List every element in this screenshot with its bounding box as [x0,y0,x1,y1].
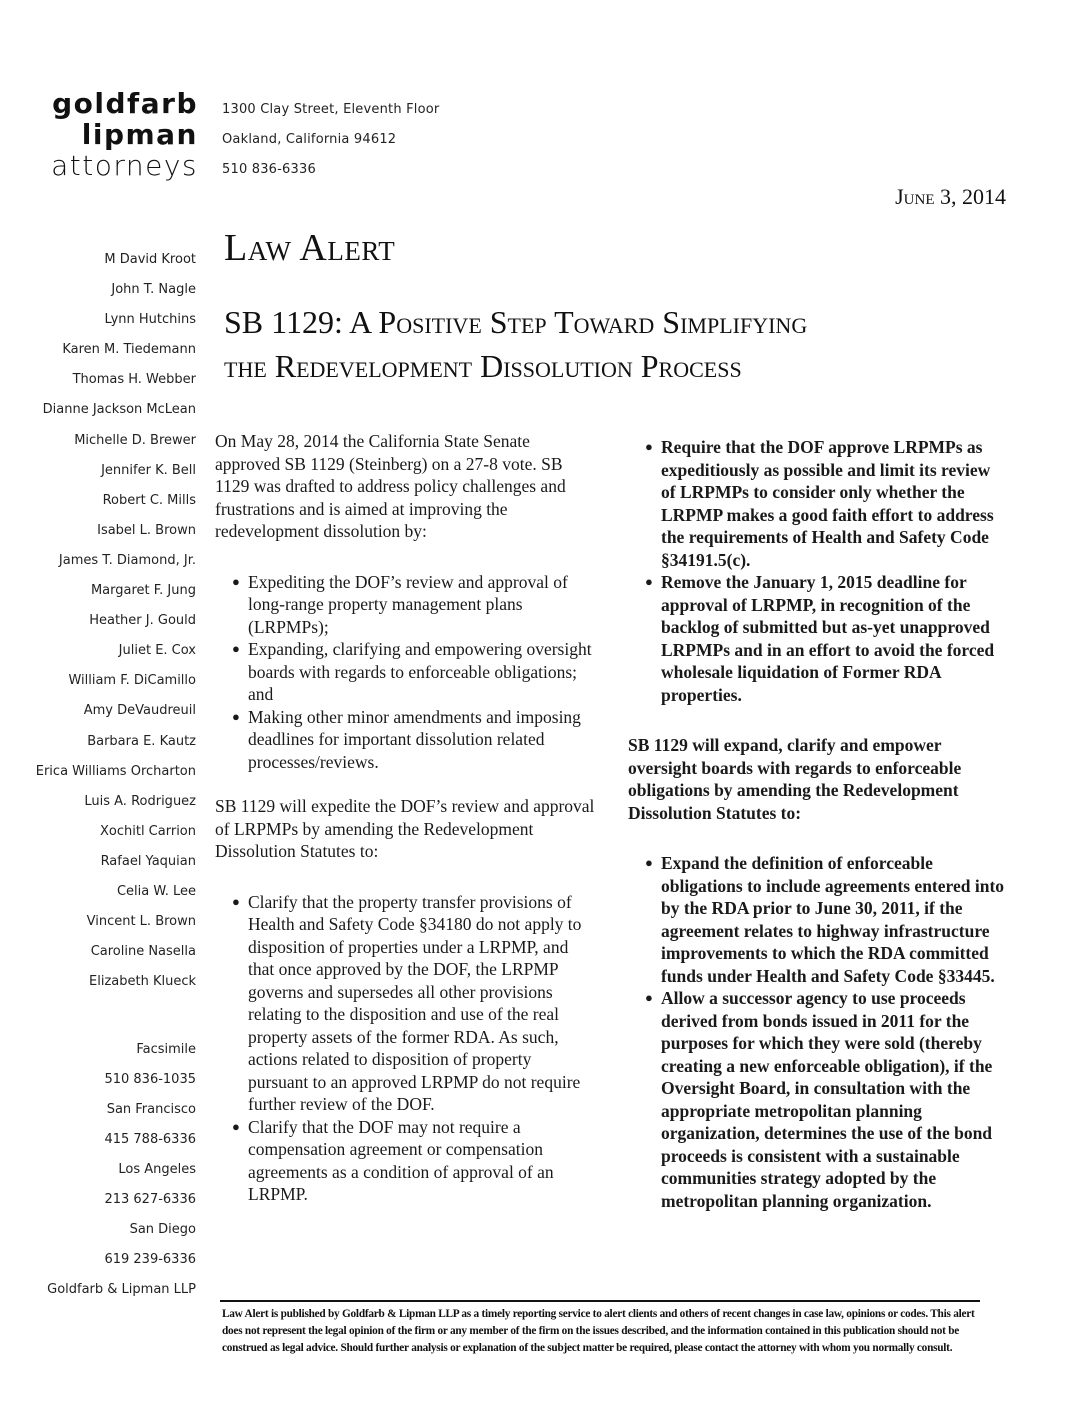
attorney-name: William F. DiCamillo [68,673,196,689]
attorney-name: Heather J. Gould [89,613,196,629]
attorney-name: Vincent L. Brown [86,914,196,930]
list-item: ● Expand the definition of enforceable obligations to include agreements entered into by the RDA prior to June 30, 2011, if the agreement relates to highway infrastructure improvements to which the RDA committed funds under Health and Safety Code §33445. [645,853,1005,986]
section1-intro: SB 1129 will expedite the DOF’s review and approval of LRPMPs by amending the Redevelopment Dissolution Statutes to: [215,796,595,861]
office-contacts [0,1035,196,1305]
logo-line-lipman: lipman [81,118,198,151]
attorney-name: Thomas H. Webber [72,372,196,388]
bullet-icon: ● [232,1118,240,1134]
list-item: ● Expanding, clarifying and empowering oversight boards with regards to enforceable obligations; and [232,639,592,704]
section2-bullet-list [628,852,1008,1212]
firm-name: Goldfarb & Lipman LLP [47,1282,196,1297]
list-item: ● Allow a successor agency to use proceeds derived from bonds issued in 2011 for the purposes for which they were sold (thereby creating a new enforceable obligation), if the Oversight Board, in consultation with the appropriate metropolitan planning organization, determines the use of the bond proceeds is consistent with a sustainable communities strategy adopted by the metropolitan planning organization. [645,988,993,1211]
attorney-sidebar [0,245,196,1297]
page-title [224,300,1024,388]
bullet-icon: ● [645,574,653,589]
attorney-name: James T. Diamond, Jr. [58,552,196,568]
attorney-name: Erica Williams Orcharton [35,763,196,779]
logo-line-goldfarb: goldfarb [52,87,198,120]
footer-divider [220,1300,980,1302]
attorney-name: Juliet E. Cox [118,643,196,659]
section1-bullet-list [215,891,595,1206]
logo-line-attorneys: attorneys [51,149,198,182]
address-phone: 510 836-6336 [222,162,316,177]
bullet-icon: ● [232,573,240,589]
bullet-icon: ● [232,893,240,909]
attorney-name: Margaret F. Jung [90,583,196,599]
firm-address [222,95,439,185]
attorney-name: Robert C. Mills [102,492,196,508]
fax-label: Facsimile [136,1042,196,1057]
list-item: ● Expediting the DOF’s review and approval of long-range property management plans (LRPMPs); [232,571,568,637]
headline-line-1: SB 1129: A Positive Step Toward Simplifying [224,304,808,340]
list-item: ● Remove the January 1, 2015 deadline for approval of LRPMP, in recognition of the backlog of submitted but as-yet unapproved LRPMPs and in an effort to avoid the forced wholesale liquidation of Former RDA properties. [645,572,995,705]
body-column-right [628,436,1008,1212]
office-sf-phone: 415 788-6336 [104,1132,196,1147]
section1-bullet-list-continued [628,436,1008,706]
attorney-name: Michelle D. Brewer [74,432,196,448]
bullet-icon: ● [232,708,240,724]
publication-date: June 3, 2014 [895,184,1006,209]
attorney-name: Jennifer K. Bell [101,462,196,478]
office-la-label: Los Angeles [118,1162,196,1177]
list-item: ● Making other minor amendments and imposing deadlines for important dissolution related processes/reviews. [232,706,581,772]
document-label: Law Alert [224,227,396,269]
body-column-left [215,430,595,1206]
intro-bullet-list [215,571,595,774]
office-sd-label: San Diego [129,1222,196,1237]
attorney-name: Amy DeVaudreuil [83,703,196,719]
address-street: 1300 Clay Street, Eleventh Floor [222,102,440,117]
attorney-name: Isabel L. Brown [97,522,196,538]
attorney-name: Lynn Hutchins [104,312,196,328]
footer-disclaimer: Law Alert is published by Goldfarb & Lipman LLP as a timely reporting service to alert clients and others of recent changes in case law, opinions or codes. This alert does not represent the legal opinion of the firm or any member of the firm on the issues described, and the information contained in this publication should not be construed as legal advice. Should further analysis or explanation of the subject matter be required, please contact the attorney with whom you normally consult. [222,1308,975,1354]
attorney-name: Barbara E. Kautz [87,733,196,749]
attorney-name: Rafael Yaquian [100,853,196,869]
attorney-name: John T. Nagle [111,282,196,298]
firm-logo [30,88,198,181]
section2-intro: SB 1129 will expand, clarify and empower oversight boards with regards to enforceable obligations by amending the Redevelopment Dissolution Statutes to: [628,735,962,823]
attorney-name: M David Kroot [104,252,196,267]
attorney-name: Dianne Jackson McLean [42,402,196,418]
list-item: ● Require that the DOF approve LRPMPs as expeditiously as possible and limit its review of LRPMPs to consider only whether the LRPMP makes a good faith effort to address the requirements of Health and Safety Code §34191.5(c). [645,437,994,570]
office-la-phone: 213 627-6336 [104,1192,196,1207]
attorney-name: Elizabeth Klueck [89,974,196,990]
attorney-name: Luis A. Rodriguez [84,793,196,809]
bullet-icon: ● [645,990,653,1005]
attorney-name: Karen M. Tiedemann [62,342,196,358]
office-sf-label: San Francisco [106,1102,196,1117]
bullet-icon: ● [232,641,240,656]
list-item: ● Clarify that the property transfer provisions of Health and Safety Code §34180 do not apply to disposition of properties under a LRPMP, and that once approved by the DOF, the LRPMP governs and supersedes all other provisions relating to the disposition and use of the real property assets of the former RDA. As such, actions related to disposition of property pursuant to an approved LRPMP do not require further review of the DOF. [232,891,582,1114]
office-sd-phone: 619 239-6336 [104,1252,196,1267]
fax-number: 510 836-1035 [104,1072,196,1087]
attorney-name: Caroline Nasella [90,944,196,960]
address-city: Oakland, California 94612 [222,132,397,147]
headline-line-2: the Redevelopment Dissolution Process [224,348,742,384]
intro-paragraph: On May 28, 2014 the California State Senate approved SB 1129 (Steinberg) on a 27-8 vote. SB 1129 was drafted to address policy challenges and frustrations and is aimed at improving the redevelopment dissolution by: [215,431,566,541]
attorney-name: Xochitl Carrion [99,823,196,839]
bullet-icon: ● [645,855,653,870]
bullet-icon: ● [645,439,653,454]
attorney-name: Celia W. Lee [116,883,196,899]
list-item: ● Clarify that the DOF may not require a compensation agreement or compensation agreements as a condition of approval of an LRPMP. [232,1116,554,1204]
